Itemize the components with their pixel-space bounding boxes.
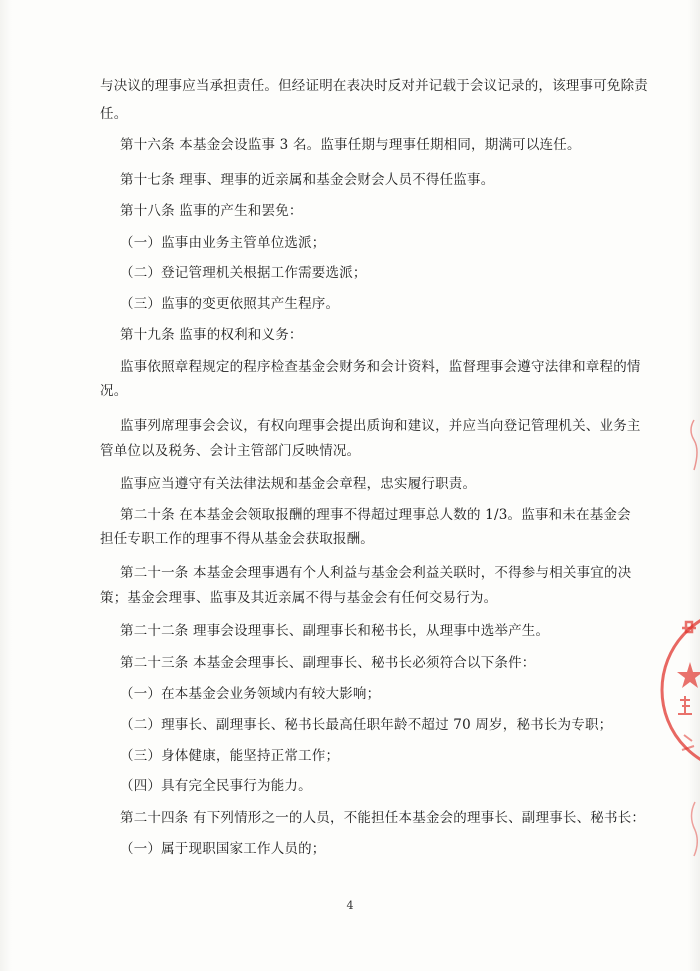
text-line: 策；基金会理事、监事及其近亲属不得与基金会有任何交易行为。 (100, 590, 498, 606)
list-item: （一）监事由业务主管单位选派； (120, 235, 326, 251)
text-line: 监事应当遵守有关法律法规和基金会章程，忠实履行职责。 (120, 476, 477, 492)
text-line: 监事列席理事会会议，有权向理事会提出质询和建议，并应当向登记管理机关、业务主 (120, 418, 641, 434)
article-16: 第十六条 本基金会设监事 3 名。监事任期与理事任期相同，期满可以连任。 (120, 137, 581, 153)
article-18: 第十八条 监事的产生和罢免： (120, 203, 303, 219)
text-line: 与决议的理事应当承担责任。但经证明在表决时反对并记载于会议记录的，该理事可免除责 (100, 78, 648, 94)
list-item: （四）具有完全民事行为能力。 (120, 778, 312, 794)
list-item: （二）登记管理机关根据工作需要选派； (120, 265, 367, 281)
seal-fragment (686, 416, 698, 476)
article-24: 第二十四条 有下列情形之一的人员，不能担任本基金会的理事长、副理事长、秘书长： (120, 810, 646, 826)
text-line: 监事依照章程规定的程序检查基金会财务和会计资料，监督理事会遵守法律和章程的情 (120, 359, 641, 375)
list-item: （二）理事长、副理事长、秘书长最高任职年龄不超过 70 周岁，秘书长为专职； (120, 717, 613, 733)
article-21: 第二十一条 本基金会理事遇有个人利益与基金会利益关联时，不得参与相关事宜的决 (120, 565, 632, 581)
article-22: 第二十二条 理事会设理事长、副理事长和秘书长，从理事中选举产生。 (120, 623, 550, 639)
text-line: 况。 (100, 383, 128, 399)
text-line: 担任专职工作的理事不得从基金会获取报酬。 (100, 531, 374, 547)
list-item: （三）身体健康，能坚持正常工作； (120, 748, 340, 764)
list-item: （一）属于现职国家工作人员的； (120, 841, 326, 857)
article-20: 第二十条 在本基金会领取报酬的理事不得超过理事总人数的 1/3。监事和未在基金会 (120, 507, 631, 523)
article-19: 第十九条 监事的权利和义务： (120, 327, 303, 343)
list-item: （三）监事的变更依照其产生程序。 (120, 296, 340, 312)
list-item: （一）在本基金会业务领域内有较大影响； (120, 686, 381, 702)
seal-stamp (652, 600, 700, 780)
article-17: 第十七条 理事、理事的近亲属和基金会财会人员不得任监事。 (120, 172, 495, 188)
text-line: 任。 (100, 106, 128, 122)
seal-fragment (686, 800, 698, 860)
text-line: 管单位以及税务、会计主管部门反映情况。 (100, 443, 361, 459)
article-23: 第二十三条 本基金会理事长、副理事长、秘书长必须符合以下条件： (120, 655, 536, 671)
page-number: 4 (346, 899, 354, 912)
